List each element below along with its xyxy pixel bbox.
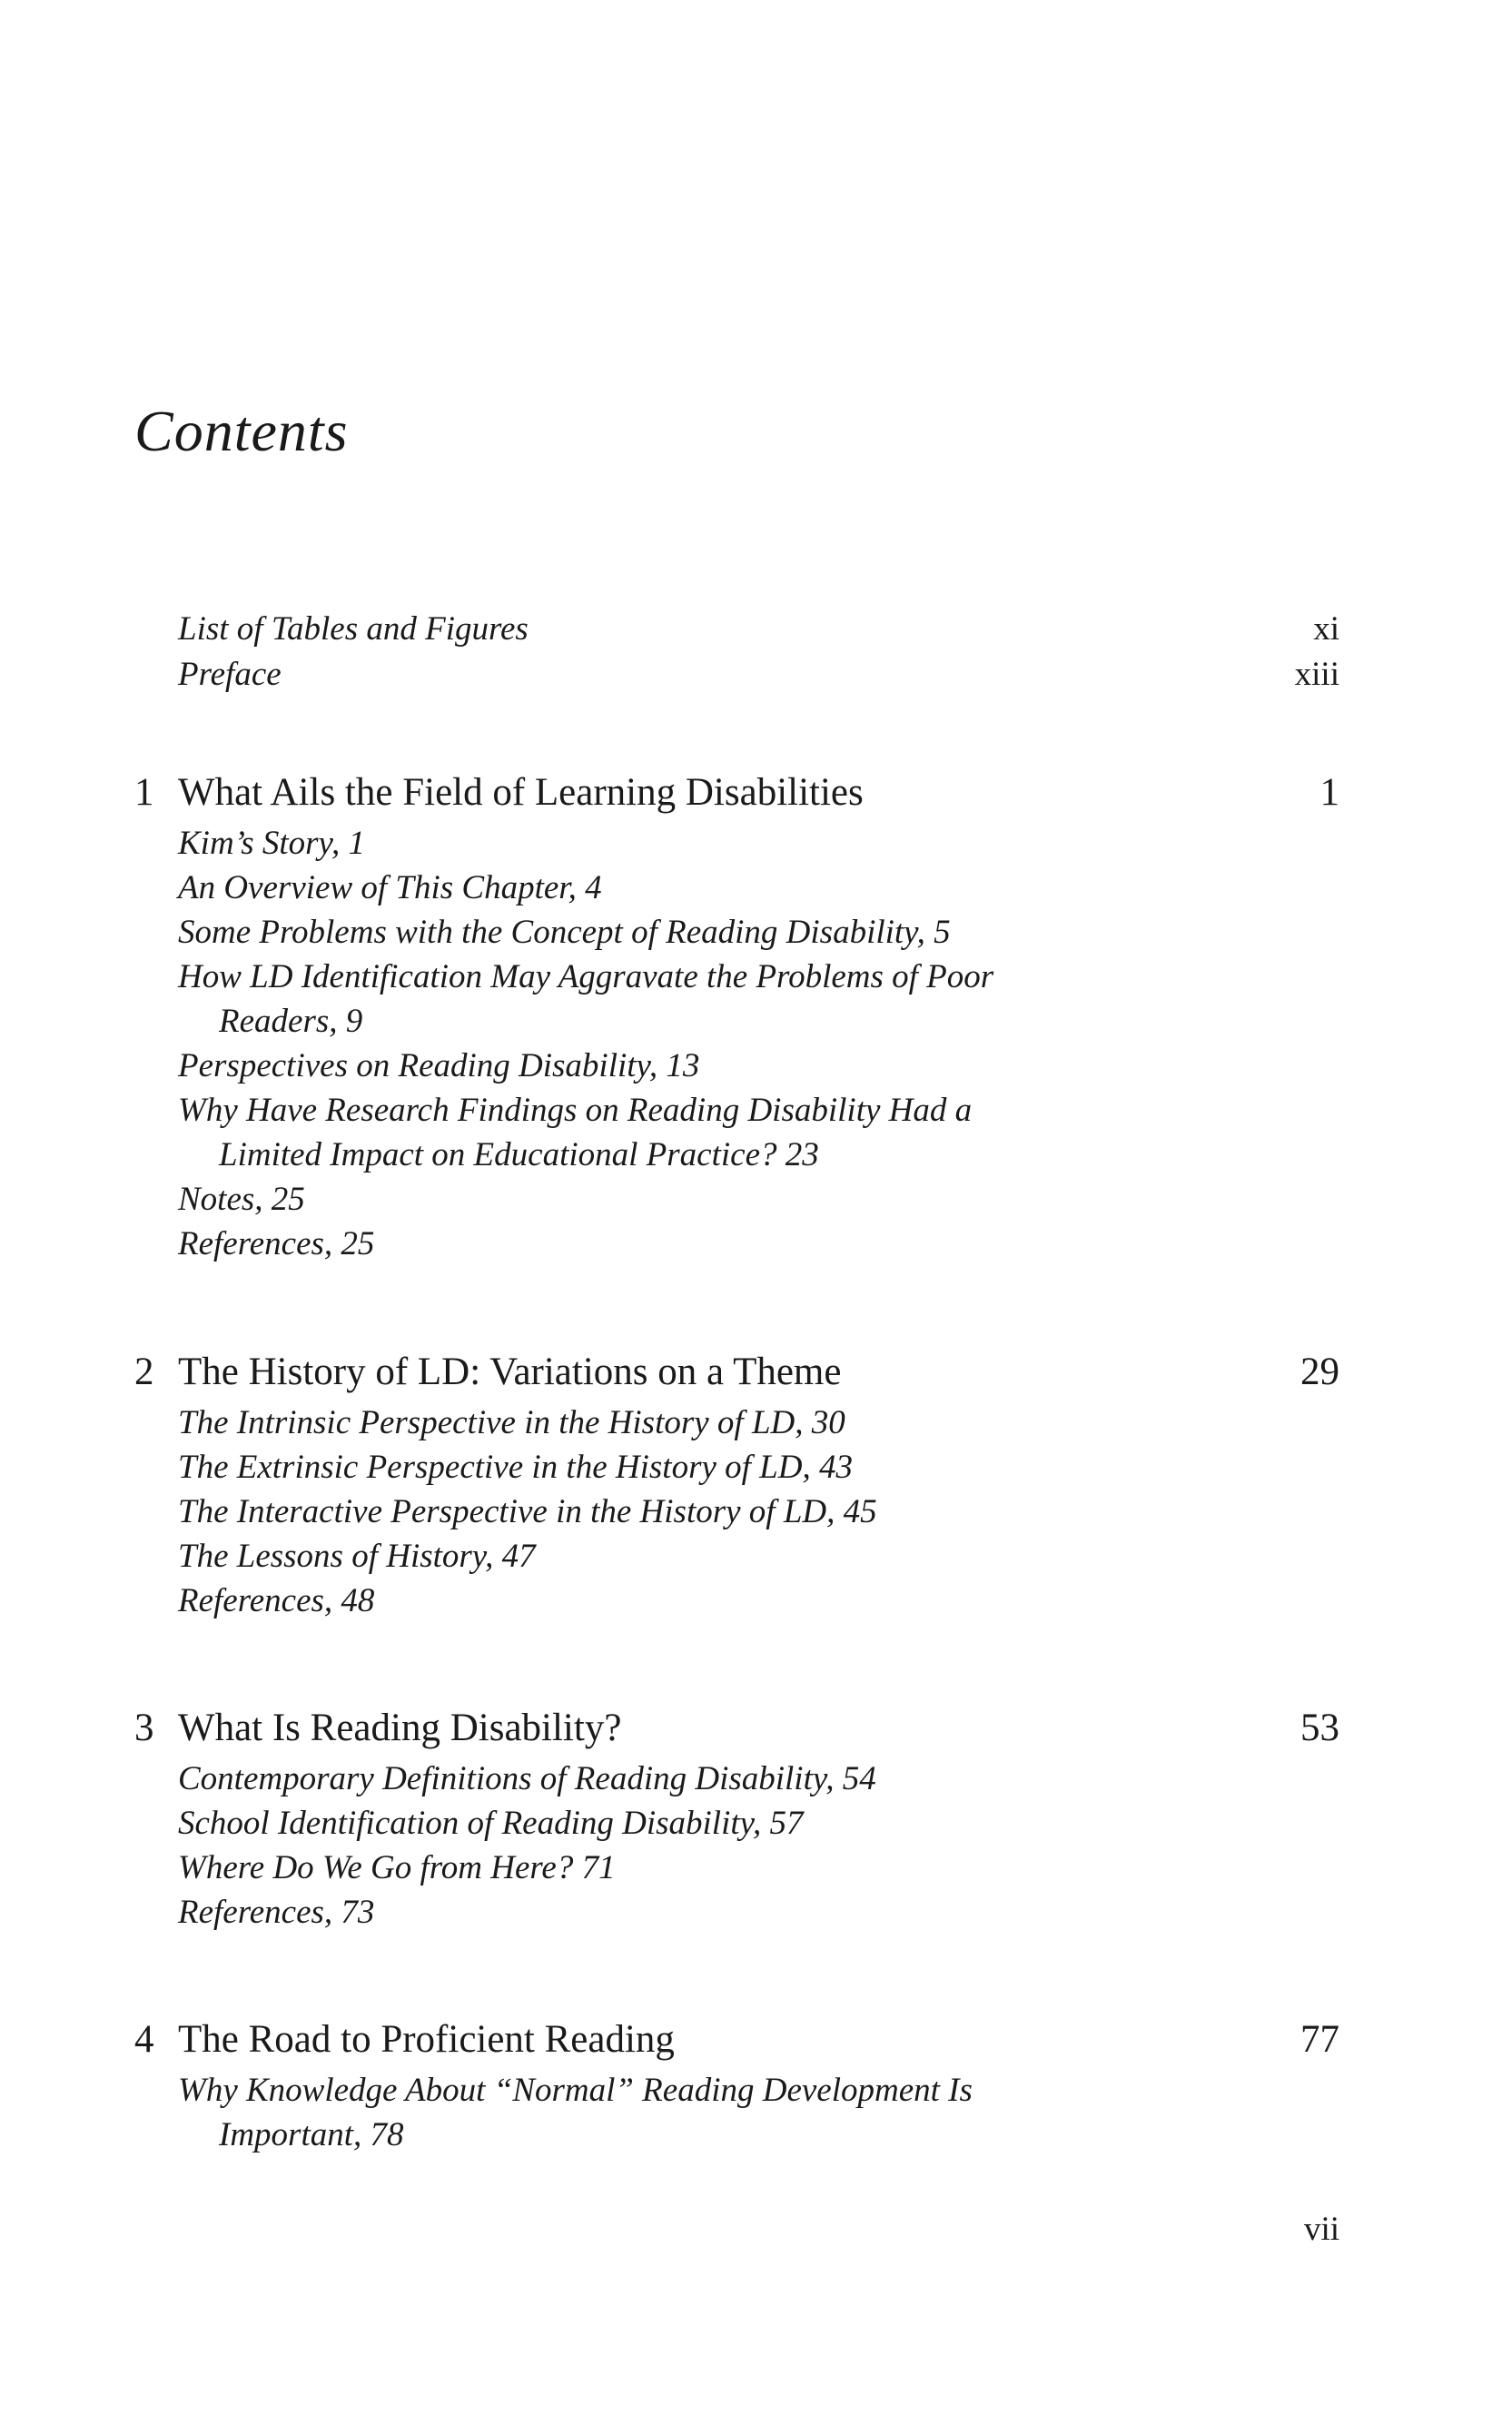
chapter-page: 77: [1300, 2018, 1339, 2061]
chapter-number: 3: [134, 1707, 154, 1749]
section-entry[interactable]: School Identification of Reading Disability, 57: [178, 1805, 804, 1842]
section-entry[interactable]: How LD Identification May Aggravate the Problems of Poor Readers, 9: [178, 958, 994, 1040]
section-entry[interactable]: References, 73: [178, 1894, 375, 1931]
section-entry[interactable]: Contemporary Definitions of Reading Disability, 54: [178, 1760, 876, 1797]
section-entry[interactable]: Notes, 25: [178, 1181, 305, 1218]
chapter-heading[interactable]: [0, 765, 1512, 821]
section-entry[interactable]: The Interactive Perspective in the History of LD, 45: [178, 1493, 877, 1530]
section-entry[interactable]: The Extrinsic Perspective in the History of LD, 43: [178, 1449, 853, 1486]
section-entry[interactable]: Kim’s Story, 1: [178, 825, 365, 862]
toc-entry-label: Preface: [178, 656, 282, 693]
section-entry[interactable]: Where Do We Go from Here? 71: [178, 1849, 616, 1886]
section-entry[interactable]: The Intrinsic Perspective in the History of LD, 30: [178, 1404, 845, 1441]
chapter-number: 4: [134, 2018, 154, 2061]
toc-entry-list-of-tables[interactable]: [0, 607, 1512, 652]
section-entry[interactable]: An Overview of This Chapter, 4: [178, 869, 602, 906]
chapter-2: [0, 1344, 1512, 1623]
chapter-title: What Ails the Field of Learning Disabilities: [178, 771, 864, 814]
section-entry[interactable]: References, 25: [178, 1225, 375, 1262]
toc-entry-label: List of Tables and Figures: [178, 610, 529, 648]
section-list: [0, 1401, 1512, 1623]
section-list: [0, 821, 1512, 1266]
front-matter: [0, 607, 1512, 698]
section-entry[interactable]: Perspectives on Reading Disability, 13: [178, 1047, 700, 1084]
chapter-3: [0, 1700, 1512, 1935]
chapter-heading[interactable]: [0, 1344, 1512, 1401]
chapter-1: [0, 765, 1512, 1266]
chapter-heading[interactable]: [0, 1700, 1512, 1757]
page-number: vii: [1303, 2211, 1339, 2248]
section-list: [0, 1757, 1512, 1935]
toc-entry-page: xi: [1313, 610, 1339, 648]
section-list: [0, 2068, 1512, 2157]
chapter-4: [0, 2012, 1512, 2157]
section-entry[interactable]: The Lessons of History, 47: [178, 1538, 536, 1575]
chapter-number: 2: [134, 1351, 154, 1393]
chapter-page: 29: [1300, 1351, 1339, 1393]
chapter-number: 1: [134, 771, 154, 814]
toc-entry-page: xiii: [1294, 656, 1339, 693]
page-title: Contents: [134, 399, 349, 463]
section-entry[interactable]: Why Knowledge About “Normal” Reading Development Is Important, 78: [178, 2072, 973, 2153]
section-entry[interactable]: Some Problems with the Concept of Reading Disability, 5: [178, 914, 951, 951]
toc-entry-preface[interactable]: [0, 652, 1512, 698]
chapter-page: 53: [1300, 1707, 1339, 1749]
chapter-title: The Road to Proficient Reading: [178, 2018, 675, 2061]
chapter-heading[interactable]: [0, 2012, 1512, 2068]
section-entry[interactable]: Why Have Research Findings on Reading Disability Had a Limited Impact on Educational Practice? 23: [178, 1092, 973, 1173]
chapter-title: What Is Reading Disability?: [178, 1707, 622, 1749]
chapter-page: 1: [1319, 771, 1339, 814]
chapter-title: The History of LD: Variations on a Theme: [178, 1351, 842, 1393]
section-entry[interactable]: References, 48: [178, 1582, 375, 1619]
